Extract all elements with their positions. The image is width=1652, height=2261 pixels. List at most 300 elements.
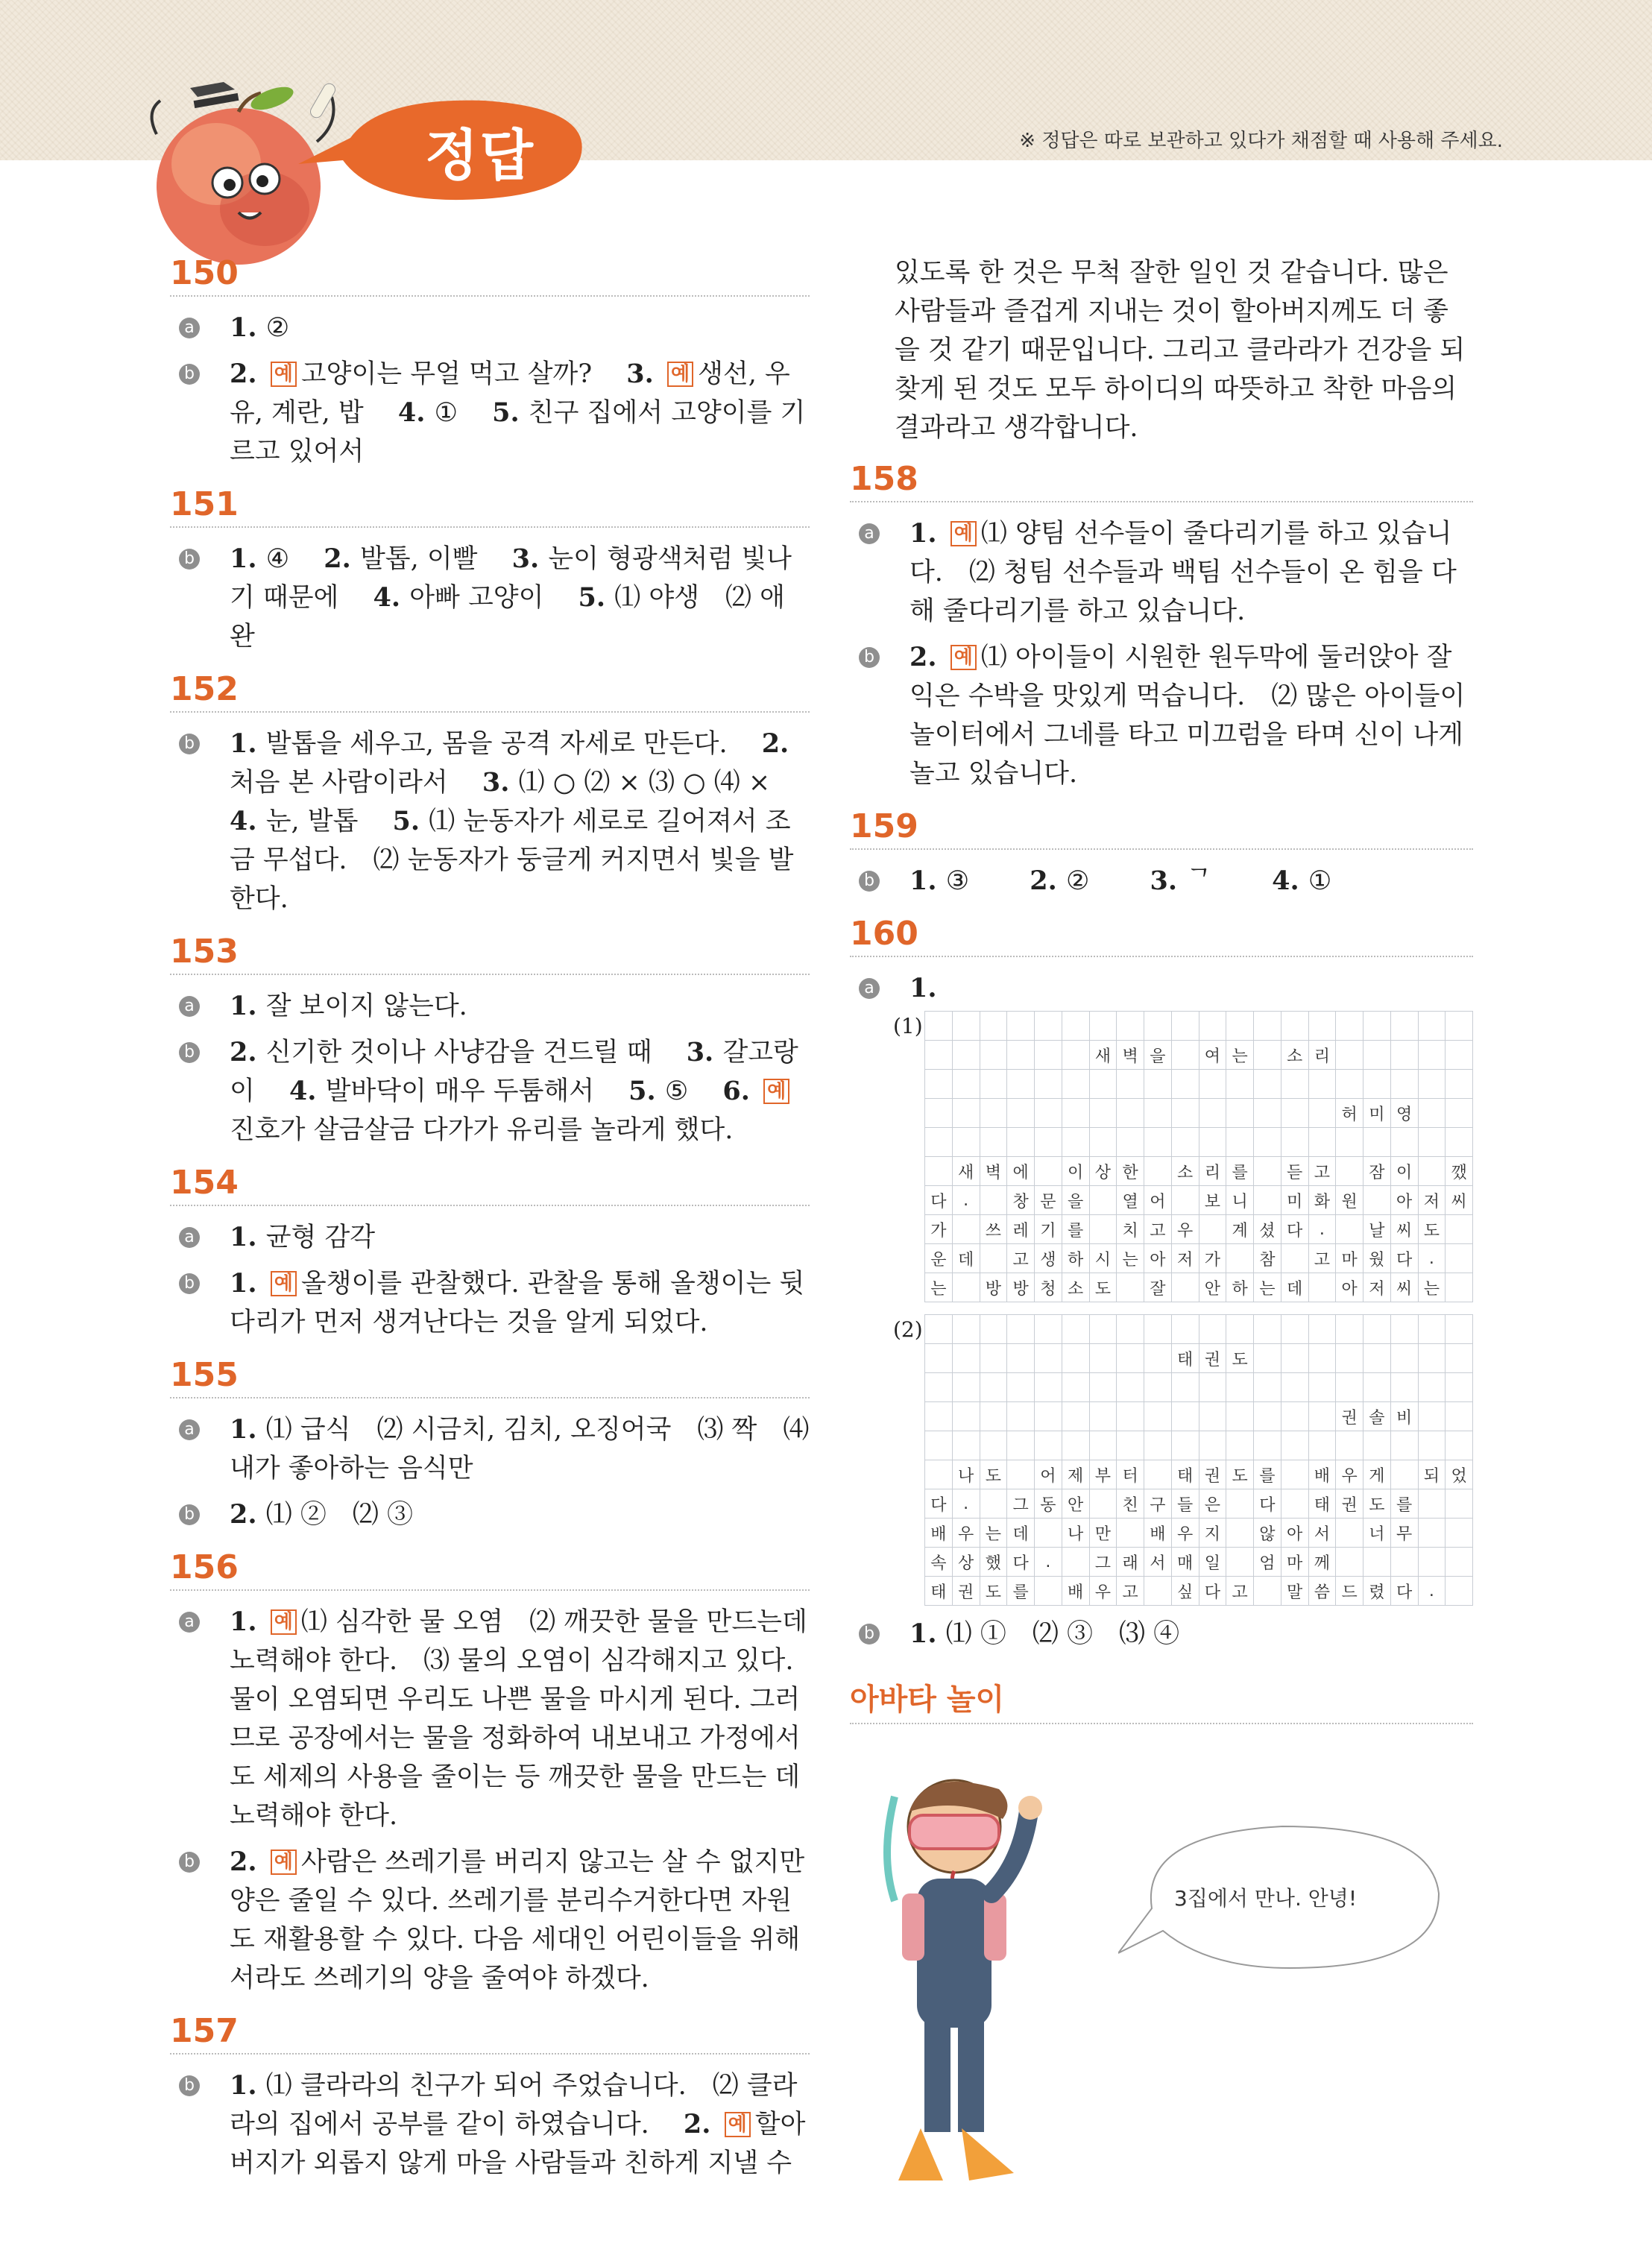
answer-text: 할아버지가 외롭지 않게 마을 사람들과 친하게 지낼 수 — [230, 2110, 806, 2178]
answer-item — [170, 1410, 810, 1488]
grid-cell — [1171, 1128, 1199, 1157]
example-mark: 예 — [950, 521, 977, 546]
grid-cell — [1062, 1041, 1089, 1070]
level-badge-b: b — [179, 1852, 200, 1873]
grid-cell: 보 — [1199, 1186, 1226, 1215]
grid-cell — [1144, 1577, 1172, 1606]
grid-row — [925, 1460, 1473, 1489]
grid-cell — [1446, 1431, 1473, 1460]
grid-cell: 않 — [1254, 1519, 1281, 1548]
grid-cell — [1446, 1070, 1473, 1099]
grid-cell — [1089, 1402, 1117, 1431]
grid-cell — [952, 1431, 980, 1460]
grid-cell — [1144, 1431, 1172, 1460]
grid-cell: 시 — [1089, 1244, 1117, 1273]
answer-number: 2. — [230, 1499, 266, 1530]
grid-cell: 배 — [1308, 1460, 1336, 1489]
grid-cell — [1281, 1373, 1308, 1402]
answer-number: 1. — [230, 312, 266, 343]
example-mark: 예 — [725, 2112, 751, 2137]
grid-cell: 저 — [1363, 1273, 1391, 1302]
grid-cell — [1418, 1519, 1446, 1548]
grid-cell — [1308, 1344, 1336, 1373]
grid-row — [925, 1273, 1473, 1302]
grid-cell — [1336, 1128, 1363, 1157]
grid-cell: 우 — [952, 1519, 980, 1548]
grid-cell — [1418, 1070, 1446, 1099]
answer-number: 3. — [511, 543, 549, 574]
grid-cell — [1144, 1460, 1172, 1489]
grid-cell — [1336, 1041, 1363, 1070]
grid-cell — [1418, 1041, 1446, 1070]
grid-cell — [980, 1431, 1007, 1460]
grid-cell: 참 — [1254, 1244, 1281, 1273]
grid-cell: 권 — [952, 1577, 980, 1606]
grid-cell — [1117, 1012, 1144, 1041]
grid-cell: 엄 — [1254, 1548, 1281, 1577]
grid-cell — [1308, 1128, 1336, 1157]
grid-cell — [1336, 1548, 1363, 1577]
section-number: 157 — [170, 2011, 810, 2055]
manuscript-grid-2 — [893, 1314, 1473, 1606]
answer-text: ② — [265, 313, 290, 343]
grid-cell — [1062, 1402, 1089, 1431]
grid-row — [925, 1070, 1473, 1099]
grid-cell — [1418, 1128, 1446, 1157]
answer-text: 진호가 살금살금 다가가 유리를 놀라게 했다. — [230, 1115, 734, 1145]
answer-number: 1. — [909, 518, 946, 549]
grid-cell — [1062, 1012, 1089, 1041]
grid-label: (1) — [893, 1014, 923, 1038]
grid-cell: 기 — [1035, 1215, 1062, 1244]
grid-cell: 니 — [1226, 1186, 1254, 1215]
grid-cell — [980, 1099, 1007, 1128]
grid-cell — [980, 1315, 1007, 1344]
grid-cell: 배 — [1062, 1577, 1089, 1606]
grid-cell — [1035, 1315, 1062, 1344]
grid-cell — [1226, 1128, 1254, 1157]
grid-cell — [1062, 1548, 1089, 1577]
grid-cell — [1144, 1157, 1172, 1186]
answer-item — [170, 725, 810, 918]
answer-number: 5. — [578, 582, 615, 613]
grid-cell — [952, 1315, 980, 1344]
grid-cell — [1226, 1244, 1254, 1273]
grid-cell: 나 — [1062, 1519, 1089, 1548]
answer-text: ⑴ ① ⑵ ③ ⑶ ④ — [945, 1619, 1180, 1649]
grid-cell — [1171, 1402, 1199, 1431]
grid-cell — [1199, 1402, 1226, 1431]
section-number: 152 — [170, 669, 810, 713]
grid-cell: 우 — [1336, 1460, 1363, 1489]
grid-cell — [925, 1402, 953, 1431]
grid-cell: 하 — [1062, 1244, 1089, 1273]
grid-cell: 래 — [1117, 1548, 1144, 1577]
grid-cell: 게 — [1363, 1460, 1391, 1489]
grid-cell: 상 — [1089, 1157, 1117, 1186]
grid-cell: 안 — [1199, 1273, 1226, 1302]
grid-cell — [1035, 1157, 1062, 1186]
example-mark: 예 — [950, 645, 977, 670]
grid-cell — [1117, 1128, 1144, 1157]
answer-number: 4. — [397, 397, 435, 428]
grid-cell: 속 — [925, 1548, 953, 1577]
grid-cell: 웠 — [1363, 1244, 1391, 1273]
grid-cell — [1336, 1070, 1363, 1099]
grid-cell — [1007, 1315, 1035, 1344]
grid-cell — [1062, 1315, 1089, 1344]
answer-number: 2. — [1030, 865, 1066, 896]
grid-cell — [1281, 1128, 1308, 1157]
grid-row — [925, 1244, 1473, 1273]
grid-cell — [925, 1099, 953, 1128]
grid-cell — [952, 1041, 980, 1070]
answer-text: ⑴ 야생 ⑵ 애완 — [230, 583, 785, 652]
grid-cell — [1089, 1373, 1117, 1402]
answer-item — [170, 1495, 810, 1534]
grid-cell — [1390, 1373, 1418, 1402]
answer-number: 3. — [1150, 865, 1187, 896]
level-badge-b: b — [179, 1504, 200, 1525]
example-mark: 예 — [271, 1609, 297, 1635]
grid-cell — [1226, 1012, 1254, 1041]
grid-row — [925, 1344, 1473, 1373]
grid-cell: 아 — [1281, 1519, 1308, 1548]
grid-cell — [1281, 1431, 1308, 1460]
answer-text: ⑴ 양팀 선수들이 줄다리기를 하고 있습니다. ⑵ 청팀 선수들과 백팀 선수들이 온 힘을 다해 줄다리기를 하고 있습니다. — [909, 519, 1457, 626]
grid-cell: 배 — [925, 1519, 953, 1548]
grid-row — [925, 1431, 1473, 1460]
grid-cell — [952, 1128, 980, 1157]
grid-cell: 날 — [1363, 1215, 1391, 1244]
grid-cell — [1281, 1460, 1308, 1489]
grid-cell: 부 — [1089, 1460, 1117, 1489]
level-badge-b: b — [179, 1273, 200, 1294]
grid-cell: 께 — [1308, 1548, 1336, 1577]
grid-cell: 우 — [1089, 1577, 1117, 1606]
grid-cell — [980, 1041, 1007, 1070]
level-badge-b: b — [179, 1042, 200, 1063]
grid-cell — [1089, 1070, 1117, 1099]
grid-cell — [1226, 1489, 1254, 1519]
answer-item — [170, 2066, 810, 2183]
grid-cell — [1089, 1012, 1117, 1041]
answer-number: 6. — [722, 1076, 760, 1106]
grid-cell: 소 — [1062, 1273, 1089, 1302]
grid-cell — [980, 1186, 1007, 1215]
answer-number: 1. — [230, 1606, 266, 1637]
grid-cell — [1117, 1402, 1144, 1431]
grid-cell: 도 — [1226, 1460, 1254, 1489]
grid-cell: 소 — [1281, 1041, 1308, 1070]
grid-cell — [925, 1041, 953, 1070]
answer-text: 신기한 것이나 사냥감을 건드릴 때 — [265, 1038, 687, 1068]
example-mark: 예 — [271, 362, 297, 387]
grid-cell: 싶 — [1171, 1577, 1199, 1606]
section-number: 156 — [170, 1548, 810, 1591]
grid-cell: 우 — [1171, 1519, 1199, 1548]
grid-cell — [1007, 1344, 1035, 1373]
answer-item — [170, 355, 810, 471]
grid-cell — [1390, 1344, 1418, 1373]
answer-item — [850, 514, 1473, 631]
section-154 — [170, 1163, 810, 1342]
grid-cell: 되 — [1418, 1460, 1446, 1489]
section-number: 153 — [170, 932, 810, 975]
grid-cell: 드 — [1336, 1577, 1363, 1606]
grid-cell — [1446, 1012, 1473, 1041]
grid-cell: 지 — [1199, 1519, 1226, 1548]
grid-cell: 는 — [1226, 1041, 1254, 1070]
continuation-paragraph: 있도록 한 것은 무척 잘한 일인 것 같습니다. 많은 사람들과 즐겁게 지내는 것이 할아버지께도 더 좋을 것 같기 때문입니다. 그리고 클라라가 건강을 되찾게 된 것도 모두 하이디의 따뜻하고 착한 마음의 결과라고 생각합니다. — [895, 258, 1466, 443]
grid-cell — [1281, 1315, 1308, 1344]
answer-item — [850, 638, 1473, 793]
answer-text: ⑴ 심각한 물 오염 ⑵ 깨끗한 물을 만드는데 노력해야 한다. ⑶ 물의 오염이 심각해지고 있다. 물이 오염되면 우리도 나쁜 물을 마시게 된다. 그러므로 공장에서는 물을 정화하여 내보내고 가정에서도 세제의 사용을 줄이는 등 깨끗한 물을 만드는 데 노력해야 한다. — [230, 1607, 807, 1831]
answer-text: 발톱을 세우고, 몸을 공격 자세로 만든다. — [265, 729, 762, 759]
answer-text: ⑴ ○ ⑵ × ⑶ ○ ⑷ × — [518, 768, 797, 798]
grid-cell: 벽 — [980, 1157, 1007, 1186]
answer-item — [170, 1033, 810, 1150]
grid-cell — [1062, 1070, 1089, 1099]
answer-text: ④ — [265, 544, 324, 574]
grid-cell — [1446, 1128, 1473, 1157]
grid-cell: 만 — [1089, 1519, 1117, 1548]
grid-cell: 권 — [1199, 1344, 1226, 1373]
grid-cell: 치 — [1117, 1215, 1144, 1244]
right-sections — [850, 459, 1473, 901]
grid-cell: 아 — [1336, 1273, 1363, 1302]
grid-cell: 깼 — [1446, 1157, 1473, 1186]
answer-item — [170, 1264, 810, 1342]
grid-cell — [1089, 1344, 1117, 1373]
grid-cell: 했 — [980, 1548, 1007, 1577]
answer-item — [850, 862, 1473, 901]
grid-cell — [1117, 1373, 1144, 1402]
section-155 — [170, 1355, 810, 1534]
answer-item — [850, 1615, 1473, 1653]
grid-cell — [1144, 1402, 1172, 1431]
example-mark: 예 — [271, 1850, 297, 1875]
grid-cell — [980, 1489, 1007, 1519]
grid-row — [925, 1012, 1473, 1041]
section-number: 150 — [170, 253, 810, 297]
grid-cell — [1446, 1244, 1473, 1273]
grid-cell: 권 — [1199, 1460, 1226, 1489]
grid-cell: 태 — [1171, 1344, 1199, 1373]
grid-cell — [1226, 1099, 1254, 1128]
grid-cell: 화 — [1308, 1186, 1336, 1215]
grid-cell — [1062, 1344, 1089, 1373]
answer-text: 갈고랑이 — [230, 1038, 798, 1106]
grid-cell — [1171, 1099, 1199, 1128]
grid-cell — [1308, 1431, 1336, 1460]
grid-cell — [1446, 1519, 1473, 1548]
answer-text: 생선, 우유, 계란, 밥 — [230, 359, 790, 428]
grid-cell — [952, 1273, 980, 1302]
grid-cell — [1089, 1315, 1117, 1344]
grid-cell: 렸 — [1363, 1577, 1391, 1606]
example-mark: 예 — [763, 1079, 789, 1104]
answer-text: 발바닥이 매우 두툼해서 — [325, 1076, 629, 1106]
grid-cell — [1089, 1128, 1117, 1157]
answer-number: 4. — [289, 1076, 326, 1106]
grid-cell: 어 — [1035, 1460, 1062, 1489]
grid-cell: 고 — [1117, 1577, 1144, 1606]
grid-cell — [1363, 1373, 1391, 1402]
diver-boy-illustration-icon — [865, 1767, 1044, 2184]
answer-number: 1. — [909, 1618, 946, 1649]
grid-cell — [952, 1099, 980, 1128]
grid-cell: 도 — [1089, 1273, 1117, 1302]
grid-cell — [1281, 1402, 1308, 1431]
grid-cell — [1308, 1099, 1336, 1128]
grid-cell: 이 — [1062, 1157, 1089, 1186]
grid-cell — [1089, 1186, 1117, 1215]
answer-number: 4. — [230, 806, 266, 836]
grid-cell: 을 — [1062, 1186, 1089, 1215]
grid-row — [925, 1128, 1473, 1157]
grid-cell — [1035, 1128, 1062, 1157]
grid-cell: 도 — [1418, 1215, 1446, 1244]
answer-item — [170, 987, 810, 1026]
grid-cell — [1062, 1431, 1089, 1460]
grid-cell — [1035, 1041, 1062, 1070]
grid-cell — [1363, 1070, 1391, 1099]
grid-cell — [1089, 1431, 1117, 1460]
grid-cell — [925, 1070, 953, 1099]
grid-cell: 를 — [1390, 1489, 1418, 1519]
answer-number: 5. — [492, 397, 529, 428]
grid-cell — [1199, 1012, 1226, 1041]
grid-cell — [1144, 1070, 1172, 1099]
grid-cell: 다 — [925, 1489, 953, 1519]
grid-cell — [1007, 1431, 1035, 1460]
grid-cell — [1199, 1099, 1226, 1128]
grid-cell: 터 — [1117, 1460, 1144, 1489]
grid-cell: 권 — [1336, 1489, 1363, 1519]
answer-number: 1. — [230, 1268, 266, 1299]
section-number: 151 — [170, 485, 810, 528]
grid-cell: 에 — [1007, 1157, 1035, 1186]
grid-row — [925, 1099, 1473, 1128]
grid-cell — [980, 1344, 1007, 1373]
grid-cell — [1226, 1402, 1254, 1431]
grid-cell: 저 — [1418, 1186, 1446, 1215]
grid-cell: 데 — [952, 1244, 980, 1273]
answer-text: 아빠 고양이 — [409, 583, 578, 613]
answer-number: 1. — [230, 543, 266, 574]
grid-cell — [1446, 1489, 1473, 1519]
grid-row — [925, 1519, 1473, 1548]
grid-cell — [1035, 1402, 1062, 1431]
grid-row — [925, 1577, 1473, 1606]
level-badge-b: b — [859, 1624, 880, 1644]
grid-cell — [1446, 1315, 1473, 1344]
grid-cell — [1117, 1519, 1144, 1548]
grid-cell — [1446, 1577, 1473, 1606]
grid-cell: 가 — [1199, 1244, 1226, 1273]
grid-cell: 소 — [1171, 1157, 1199, 1186]
grid-cell — [1144, 1012, 1172, 1041]
grid-cell — [1446, 1548, 1473, 1577]
grid-cell — [1199, 1315, 1226, 1344]
grid-cell: 도 — [980, 1460, 1007, 1489]
grid-cell — [1199, 1070, 1226, 1099]
grid-cell: . — [1418, 1577, 1446, 1606]
grid-cell: 다 — [1254, 1489, 1281, 1519]
answer-item — [170, 540, 810, 656]
grid-row — [925, 1186, 1473, 1215]
answer-text: ᄀ — [1186, 866, 1273, 896]
answer-number: 1. — [909, 973, 937, 1003]
grid-cell: 를 — [1007, 1577, 1035, 1606]
grid-cell — [1446, 1041, 1473, 1070]
grid-cell: 는 — [1117, 1244, 1144, 1273]
grid-row — [925, 1489, 1473, 1519]
answer-text: 눈, 발톱 — [265, 807, 393, 836]
grid-cell: . — [1035, 1548, 1062, 1577]
grid-cell — [1281, 1070, 1308, 1099]
grid-cell — [1144, 1099, 1172, 1128]
grid-cell: 말 — [1281, 1577, 1308, 1606]
grid-cell: 리 — [1308, 1041, 1336, 1070]
grid-cell — [1171, 1041, 1199, 1070]
header-note: ※ 정답은 따로 보관하고 있다가 채점할 때 사용해 주세요. — [1019, 130, 1503, 152]
answer-number: 1. — [230, 2070, 266, 2101]
section-number: 158 — [850, 459, 1473, 502]
right-column — [850, 253, 1473, 1724]
grid-cell — [1171, 1012, 1199, 1041]
answer-number: 1. — [230, 991, 266, 1021]
grid-cell: 일 — [1199, 1548, 1226, 1577]
grid-cell: 도 — [1226, 1344, 1254, 1373]
grid-cell — [925, 1157, 953, 1186]
grid-cell — [1226, 1519, 1254, 1548]
answer-number: 1. — [230, 1222, 266, 1252]
section-157 — [170, 2011, 810, 2183]
answer-text: 처음 본 사람이라서 — [230, 768, 482, 798]
grid-cell — [1254, 1315, 1281, 1344]
section-150 — [170, 253, 810, 471]
level-badge-b: b — [179, 549, 200, 570]
grid-cell — [1035, 1373, 1062, 1402]
grid-cell: . — [952, 1186, 980, 1215]
grid-cell — [1336, 1344, 1363, 1373]
section-number: 155 — [170, 1355, 810, 1398]
grid-cell — [1117, 1099, 1144, 1128]
grid-cell — [1390, 1012, 1418, 1041]
grid-cell — [952, 1402, 980, 1431]
grid-cell — [1363, 1548, 1391, 1577]
grid-cell — [1226, 1315, 1254, 1344]
grid-cell — [1062, 1373, 1089, 1402]
grid-cell: 들 — [1171, 1489, 1199, 1519]
grid-cell — [1418, 1431, 1446, 1460]
grid-cell: 태 — [925, 1577, 953, 1606]
answer-number: 4. — [373, 582, 410, 613]
answer-text: ① — [1308, 866, 1332, 896]
answer-item — [850, 969, 1473, 1008]
grid-row — [925, 1402, 1473, 1431]
grid-cell — [1418, 1099, 1446, 1128]
grid-row — [925, 1041, 1473, 1070]
grid-cell: 를 — [1254, 1460, 1281, 1489]
grid-cell — [980, 1373, 1007, 1402]
grid-row — [925, 1157, 1473, 1186]
grid-cell — [1336, 1431, 1363, 1460]
grid-cell: 다 — [1390, 1244, 1418, 1273]
grid-cell: 영 — [1390, 1099, 1418, 1128]
